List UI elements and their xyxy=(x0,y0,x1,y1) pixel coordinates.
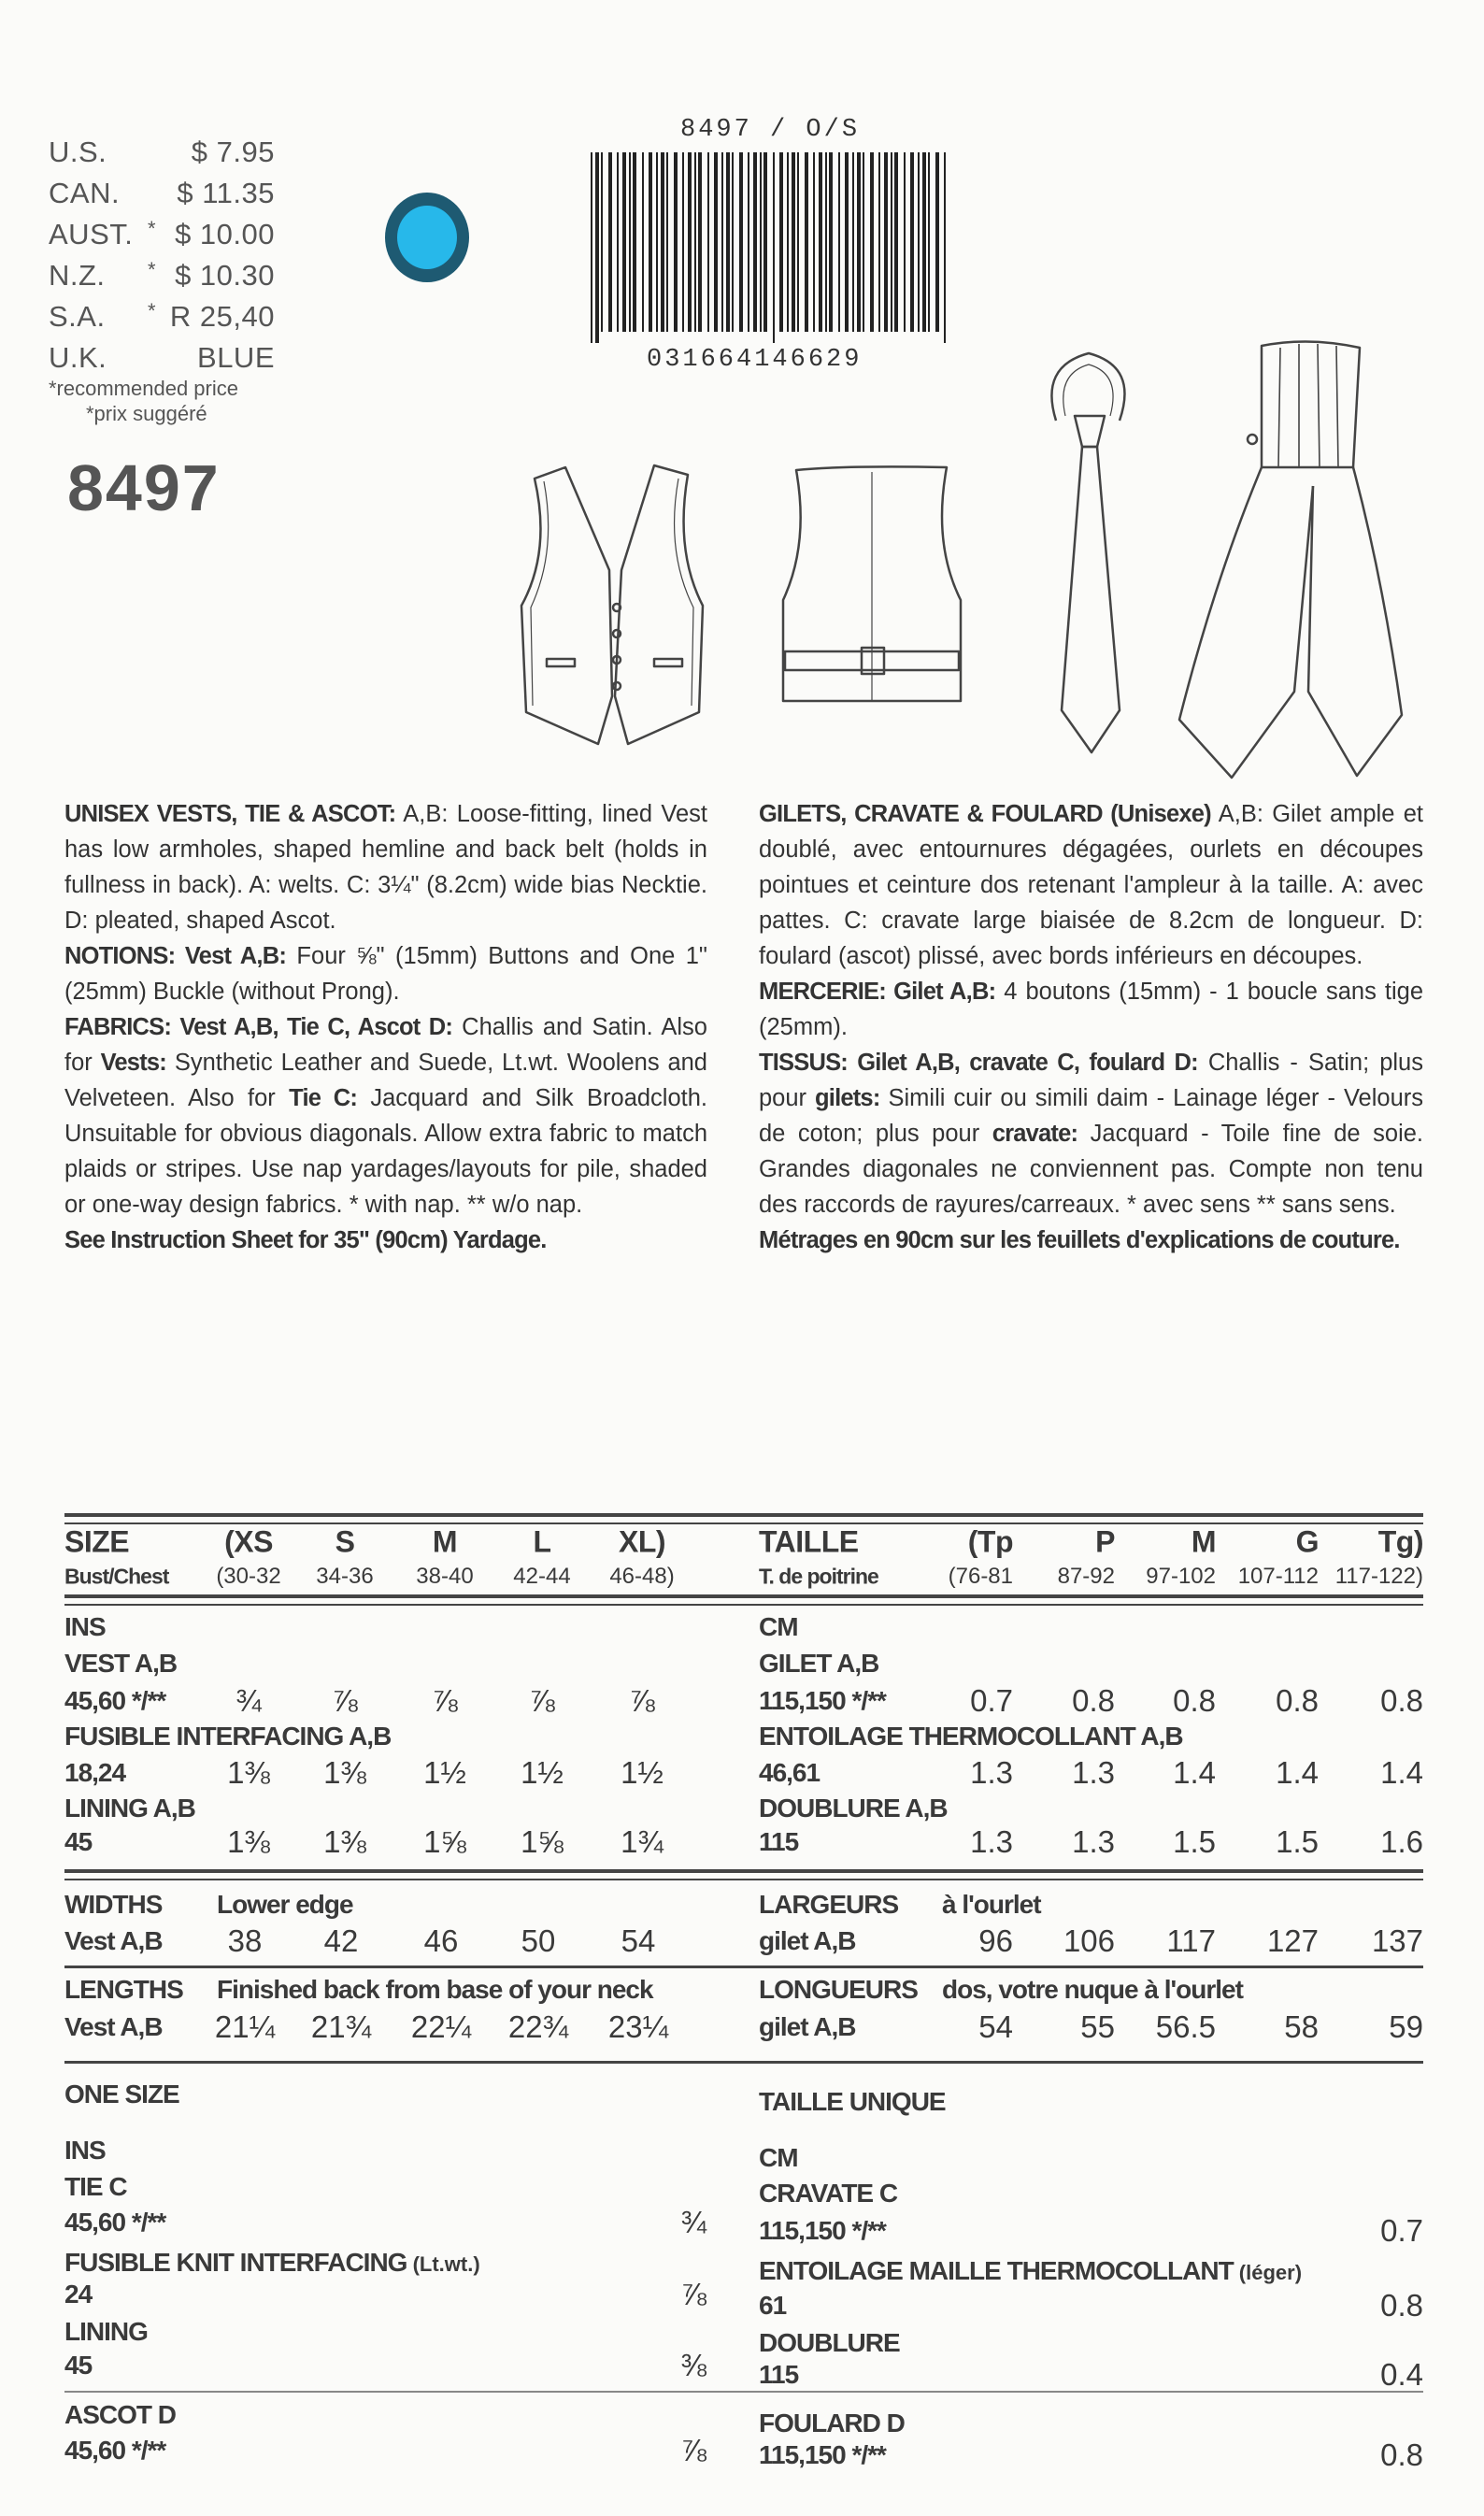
ascot-illustration xyxy=(1179,341,1402,778)
en-yardage-value: 1⅜ xyxy=(323,1824,366,1859)
en-one-size-title: ONE SIZE xyxy=(64,2080,179,2109)
description-text: 4 boutons (15mm) - 1 boucle sans tige (25mm). xyxy=(759,979,1423,1040)
en-one-size-width: 45,60 */** xyxy=(64,2436,166,2465)
en-one-size-item: LINING xyxy=(64,2317,148,2346)
fr-measure-value: 117-122) xyxy=(1334,1564,1423,1589)
fr-measure-section-note: dos, votre nuque à l'ourlet xyxy=(942,1975,1243,2004)
description-heading: NOTIONS: Vest A,B: xyxy=(64,943,287,969)
fr-fabric-name: ENTOILAGE THERMOCOLLANT A,B xyxy=(759,1722,1183,1751)
fr-one-size-item: CRAVATE C xyxy=(759,2179,898,2208)
fr-measure-value: 107-112 xyxy=(1237,1564,1319,1589)
fr-measure-value: 137 xyxy=(1371,1923,1423,1958)
description-heading: Vests: xyxy=(100,1050,166,1076)
price-region: CAN. xyxy=(49,177,121,209)
fr-measure-item: gilet A,B xyxy=(759,1926,856,1955)
description-text: Jacquard and Silk Broadcloth. Unsuitable for obvious diagonals. Allow extra fabric to match plaids or stripes. Use nap yardages/layouts for pile, shaded or one-way design fabrics. * with nap. ** w/o nap. xyxy=(64,1085,708,1218)
en-one-size-item: TIE C xyxy=(64,2172,127,2201)
table-rule xyxy=(64,2391,1423,2393)
en-yardage-value: ¾ xyxy=(235,1683,262,1718)
en-yardage-value: ⅞ xyxy=(332,1683,358,1718)
price-asterisk: * xyxy=(147,258,156,281)
en-yardage-value: 1⅜ xyxy=(227,1824,270,1859)
en-measure-value: 54 xyxy=(621,1923,656,1958)
fr-measure-value: 96 xyxy=(978,1923,1013,1958)
fr-measure-value: 97-102 xyxy=(1146,1564,1216,1589)
barcode-number: 031664146629 xyxy=(647,346,863,374)
fr-measure-value: 117 xyxy=(1166,1923,1216,1958)
vest-back-illustration xyxy=(783,466,961,701)
en-yardage-value: ⅞ xyxy=(432,1683,458,1718)
en-one-size-value: ¾ xyxy=(680,2205,706,2239)
garment-illustrations xyxy=(0,0,1484,822)
description-paragraph xyxy=(64,938,707,1009)
fr-yardage-value: 0.8 xyxy=(1173,1683,1216,1718)
fr-measure-value: 127 xyxy=(1266,1923,1319,1958)
en-measure-label: Bust/Chest xyxy=(64,1564,169,1589)
en-fabric-width: 18,24 xyxy=(64,1758,126,1787)
price-value: BLUE xyxy=(197,341,275,374)
description-heading: See Instruction Sheet for 35" (90cm) Yardage. xyxy=(64,1227,547,1253)
en-measure-item: Vest A,B xyxy=(64,2012,163,2041)
fr-measure-value: 87-92 xyxy=(1057,1564,1115,1589)
description-text: A,B: Gilet ample et doublé, avec entournures dégagées, ourlets en découpes pointues et ceinture dos retenant l'ampleur à la taille. A: avec pattes. C: cravate large biaisée de 8.2cm de longueur. D: foulard (ascot) plissé, avec bords inférieurs en découpes. xyxy=(759,801,1423,969)
necktie-illustration xyxy=(1051,353,1124,752)
table-rule xyxy=(64,1869,1423,1873)
description-heading: UNISEX VESTS, TIE & ASCOT: xyxy=(64,801,396,827)
en-yardage-value: ⅞ xyxy=(629,1683,655,1718)
en-measure-value: 21¼ xyxy=(214,2009,276,2044)
fr-yardage-value: 1.4 xyxy=(1276,1755,1319,1790)
prix-suggere-note: *prix suggéré xyxy=(86,402,207,425)
description-paragraph xyxy=(64,796,707,938)
fr-size-header: M xyxy=(1191,1524,1216,1559)
price-asterisk: * xyxy=(147,217,156,240)
fr-measure-section-note: à l'ourlet xyxy=(942,1890,1041,1919)
description-text: A,B: Loose-fitting, lined Vest has low armholes, shaped hemline and back belt (holds in fullness in back). A: welts. C: 3¼" (8.2cm) wide bias Necktie. D: pleated, shaped Ascot. xyxy=(64,801,707,934)
en-measure-value: 46-48) xyxy=(609,1564,675,1589)
en-fabric-width: 45 xyxy=(64,1827,93,1856)
description-heading: MERCERIE: Gilet A,B: xyxy=(759,979,996,1005)
en-measure-value: 38 xyxy=(227,1923,263,1958)
fr-yardage-value: 1.3 xyxy=(1072,1755,1115,1790)
description-text: Four ⅝" (15mm) Buttons and One 1" (25mm) Buckle (without Prong). xyxy=(64,943,707,1005)
fr-one-size-value: 0.4 xyxy=(1380,2357,1423,2392)
en-one-size-width: 45,60 */** xyxy=(64,2208,166,2237)
en-measure-value: 38-40 xyxy=(416,1564,474,1589)
en-measure-value: 22¾ xyxy=(507,2009,569,2044)
fr-yardage-value: 1.3 xyxy=(970,1824,1013,1859)
en-unit-label: INS xyxy=(64,1612,106,1641)
fr-fabric-width: 115 xyxy=(759,1827,799,1856)
en-size-header: L xyxy=(533,1524,551,1559)
en-fabric-name: LINING A,B xyxy=(64,1794,195,1823)
fr-one-size-item: FOULARD D xyxy=(759,2409,905,2437)
description-heading: Métrages en 90cm sur les feuillets d'explications de couture. xyxy=(759,1227,1400,1253)
fr-measure-value: 59 xyxy=(1389,2009,1423,2044)
description-paragraph xyxy=(759,1045,1423,1222)
price-value: $ 10.30 xyxy=(175,259,275,292)
fr-yardage-value: 1.5 xyxy=(1276,1824,1319,1859)
en-yardage-value: ⅞ xyxy=(529,1683,555,1718)
fr-yardage-value: 1.4 xyxy=(1173,1755,1216,1790)
en-measure-item: Vest A,B xyxy=(64,1926,163,1955)
en-measure-value: 42-44 xyxy=(513,1564,571,1589)
fr-one-size-value: 0.8 xyxy=(1380,2288,1423,2323)
fr-size-label: TAILLE xyxy=(759,1524,859,1559)
fr-one-size-title: TAILLE UNIQUE xyxy=(759,2087,946,2116)
en-yardage-value: 1¾ xyxy=(621,1824,664,1859)
price-region: S.A. xyxy=(49,300,106,333)
description-text: Challis - Satin; plus pour xyxy=(759,1050,1423,1111)
description-heading: TISSUS: Gilet A,B, cravate C, foulard D: xyxy=(759,1050,1198,1076)
fr-measure-value: 106 xyxy=(1063,1923,1115,1958)
description-text: Jacquard - Toile fine de soie. Grandes diagonales ne conviennent pas. Compte non tenu des raccords de rayures/carreaux. * avec sens ** sans sens. xyxy=(759,1121,1423,1218)
fr-measure-label: T. de poitrine xyxy=(759,1564,878,1589)
en-measure-section-note: Lower edge xyxy=(217,1890,353,1919)
table-rule xyxy=(64,1604,1423,1606)
fr-measure-value: 55 xyxy=(1080,2009,1115,2044)
description-french xyxy=(759,796,1423,1258)
fr-size-header: (Tp xyxy=(967,1524,1013,1559)
price-value: R 25,40 xyxy=(169,300,275,333)
price-region: N.Z. xyxy=(49,259,106,292)
pattern-number: 8497 xyxy=(67,451,221,524)
en-size-header: (XS xyxy=(224,1524,273,1559)
fr-measure-value: (76-81 xyxy=(948,1564,1013,1589)
fr-yardage-value: 0.7 xyxy=(970,1683,1013,1718)
fr-fabric-width: 115,150 */** xyxy=(759,1686,886,1715)
description-paragraph xyxy=(64,1009,707,1222)
en-one-size-unit: INS xyxy=(64,2136,106,2165)
fr-one-size-width: 115,150 */** xyxy=(759,2440,886,2469)
fr-one-size-width: 115,150 */** xyxy=(759,2216,886,2245)
en-yardage-value: 1½ xyxy=(423,1755,466,1790)
one-size-item-note: (léger) xyxy=(1233,2261,1303,2284)
fr-yardage-value: 1.6 xyxy=(1380,1824,1423,1859)
vest-front-illustration xyxy=(521,465,703,744)
description-heading: cravate: xyxy=(992,1121,1078,1147)
description-english xyxy=(64,796,707,1258)
fr-measure-item: gilet A,B xyxy=(759,2012,856,2041)
table-rule xyxy=(64,1513,1423,1517)
en-measure-section-note: Finished back from base of your neck xyxy=(217,1975,653,2004)
en-yardage-value: 1⅜ xyxy=(323,1755,366,1790)
en-one-size-value: ⅜ xyxy=(680,2348,706,2382)
fr-yardage-value: 1.5 xyxy=(1173,1824,1216,1859)
en-one-size-width: 45 xyxy=(64,2351,93,2380)
description-heading: GILETS, CRAVATE & FOULARD (Unisexe) xyxy=(759,801,1211,827)
en-measure-value: 50 xyxy=(521,1923,556,1958)
fr-one-size-item: DOUBLURE xyxy=(759,2328,900,2357)
fr-yardage-value: 0.8 xyxy=(1072,1683,1115,1718)
fr-fabric-name: DOUBLURE A,B xyxy=(759,1794,948,1823)
en-measure-section-label: LENGTHS xyxy=(64,1975,183,2004)
description-heading: FABRICS: Vest A,B, Tie C, Ascot D: xyxy=(64,1014,453,1040)
fr-size-header: Tg) xyxy=(1377,1524,1423,1559)
en-yardage-value: 1⅜ xyxy=(227,1755,270,1790)
fr-yardage-value: 1.3 xyxy=(970,1755,1013,1790)
en-one-size-item: FUSIBLE KNIT INTERFACING (Lt.wt.) xyxy=(64,2248,480,2277)
en-one-size-item: ASCOT D xyxy=(64,2400,176,2429)
fr-yardage-value: 1.4 xyxy=(1380,1755,1423,1790)
en-fabric-name: VEST A,B xyxy=(64,1649,178,1678)
description-heading: gilets: xyxy=(815,1085,880,1111)
table-rule xyxy=(64,2061,1423,2064)
en-measure-section-label: WIDTHS xyxy=(64,1890,163,1919)
price-region: AUST. xyxy=(49,218,134,250)
recommended-price-note: *recommended price xyxy=(49,377,238,400)
en-one-size-value: ⅞ xyxy=(680,2433,706,2467)
fr-size-header: G xyxy=(1295,1524,1319,1559)
table-rule xyxy=(64,1966,1423,1968)
fr-measure-section-label: LONGUEURS xyxy=(759,1975,918,2004)
fr-fabric-width: 46,61 xyxy=(759,1758,820,1787)
description-text: Synthetic Leather and Suede, Lt.wt. Woolens and Velveteen. Also for xyxy=(64,1050,707,1111)
description-paragraph xyxy=(759,974,1423,1045)
en-measure-value: 46 xyxy=(423,1923,459,1958)
description-paragraph xyxy=(64,1222,707,1258)
fr-measure-value: 54 xyxy=(978,2009,1013,2044)
en-yardage-value: 1⅝ xyxy=(423,1824,466,1859)
en-size-header: M xyxy=(432,1524,458,1559)
one-size-item-note: (Lt.wt.) xyxy=(407,2252,480,2276)
fr-one-size-width: 115 xyxy=(759,2360,799,2389)
table-rule xyxy=(64,1594,1423,1598)
price-region: U.K. xyxy=(49,341,107,374)
fr-one-size-unit: CM xyxy=(759,2143,798,2172)
description-text: Simili cuir ou simili daim - Lainage léger - Velours de coton; plus pour xyxy=(759,1085,1423,1147)
en-one-size-value: ⅞ xyxy=(680,2277,706,2311)
en-one-size-width: 24 xyxy=(64,2280,93,2309)
price-value: $ 11.35 xyxy=(177,177,275,209)
price-asterisk: * xyxy=(147,299,156,322)
fr-yardage-value: 0.8 xyxy=(1276,1683,1319,1718)
fr-measure-value: 56.5 xyxy=(1155,2009,1216,2044)
fr-yardage-value: 0.8 xyxy=(1380,1683,1423,1718)
en-yardage-value: 1½ xyxy=(521,1755,564,1790)
en-measure-value: 21¾ xyxy=(310,2009,372,2044)
description-paragraph xyxy=(759,1222,1423,1258)
en-measure-value: (30-32 xyxy=(216,1564,281,1589)
en-size-header: XL) xyxy=(618,1524,666,1559)
fr-one-size-item: ENTOILAGE MAILLE THERMOCOLLANT (léger) xyxy=(759,2256,1303,2285)
fr-measure-section-label: LARGEURS xyxy=(759,1890,899,1919)
fr-one-size-value: 0.7 xyxy=(1380,2213,1423,2248)
fr-size-header: P xyxy=(1095,1524,1115,1559)
table-rule xyxy=(64,1879,1423,1880)
fr-measure-value: 58 xyxy=(1284,2009,1319,2044)
fr-one-size-width: 61 xyxy=(759,2291,787,2320)
en-size-label: SIZE xyxy=(64,1524,130,1559)
en-measure-value: 34-36 xyxy=(316,1564,374,1589)
en-fabric-width: 45,60 */** xyxy=(64,1686,166,1715)
en-size-header: S xyxy=(335,1524,355,1559)
en-measure-value: 23¼ xyxy=(607,2009,669,2044)
description-text: Challis and Satin. Also for xyxy=(64,1014,707,1076)
price-region: U.S. xyxy=(49,136,107,168)
price-value: $ 7.95 xyxy=(191,136,275,168)
description-heading: Tie C: xyxy=(289,1085,358,1111)
price-value: $ 10.00 xyxy=(175,218,275,250)
barcode-label: 8497 / O/S xyxy=(680,116,861,144)
en-yardage-value: 1⅝ xyxy=(521,1824,564,1859)
fr-fabric-name: GILET A,B xyxy=(759,1649,879,1678)
en-measure-value: 22¼ xyxy=(410,2009,472,2044)
fr-unit-label: CM xyxy=(759,1612,798,1641)
fr-one-size-value: 0.8 xyxy=(1380,2437,1423,2472)
en-fabric-name: FUSIBLE INTERFACING A,B xyxy=(64,1722,392,1751)
description-paragraph xyxy=(759,796,1423,974)
en-yardage-value: 1½ xyxy=(621,1755,664,1790)
en-measure-value: 42 xyxy=(323,1923,359,1958)
fr-yardage-value: 1.3 xyxy=(1072,1824,1115,1859)
